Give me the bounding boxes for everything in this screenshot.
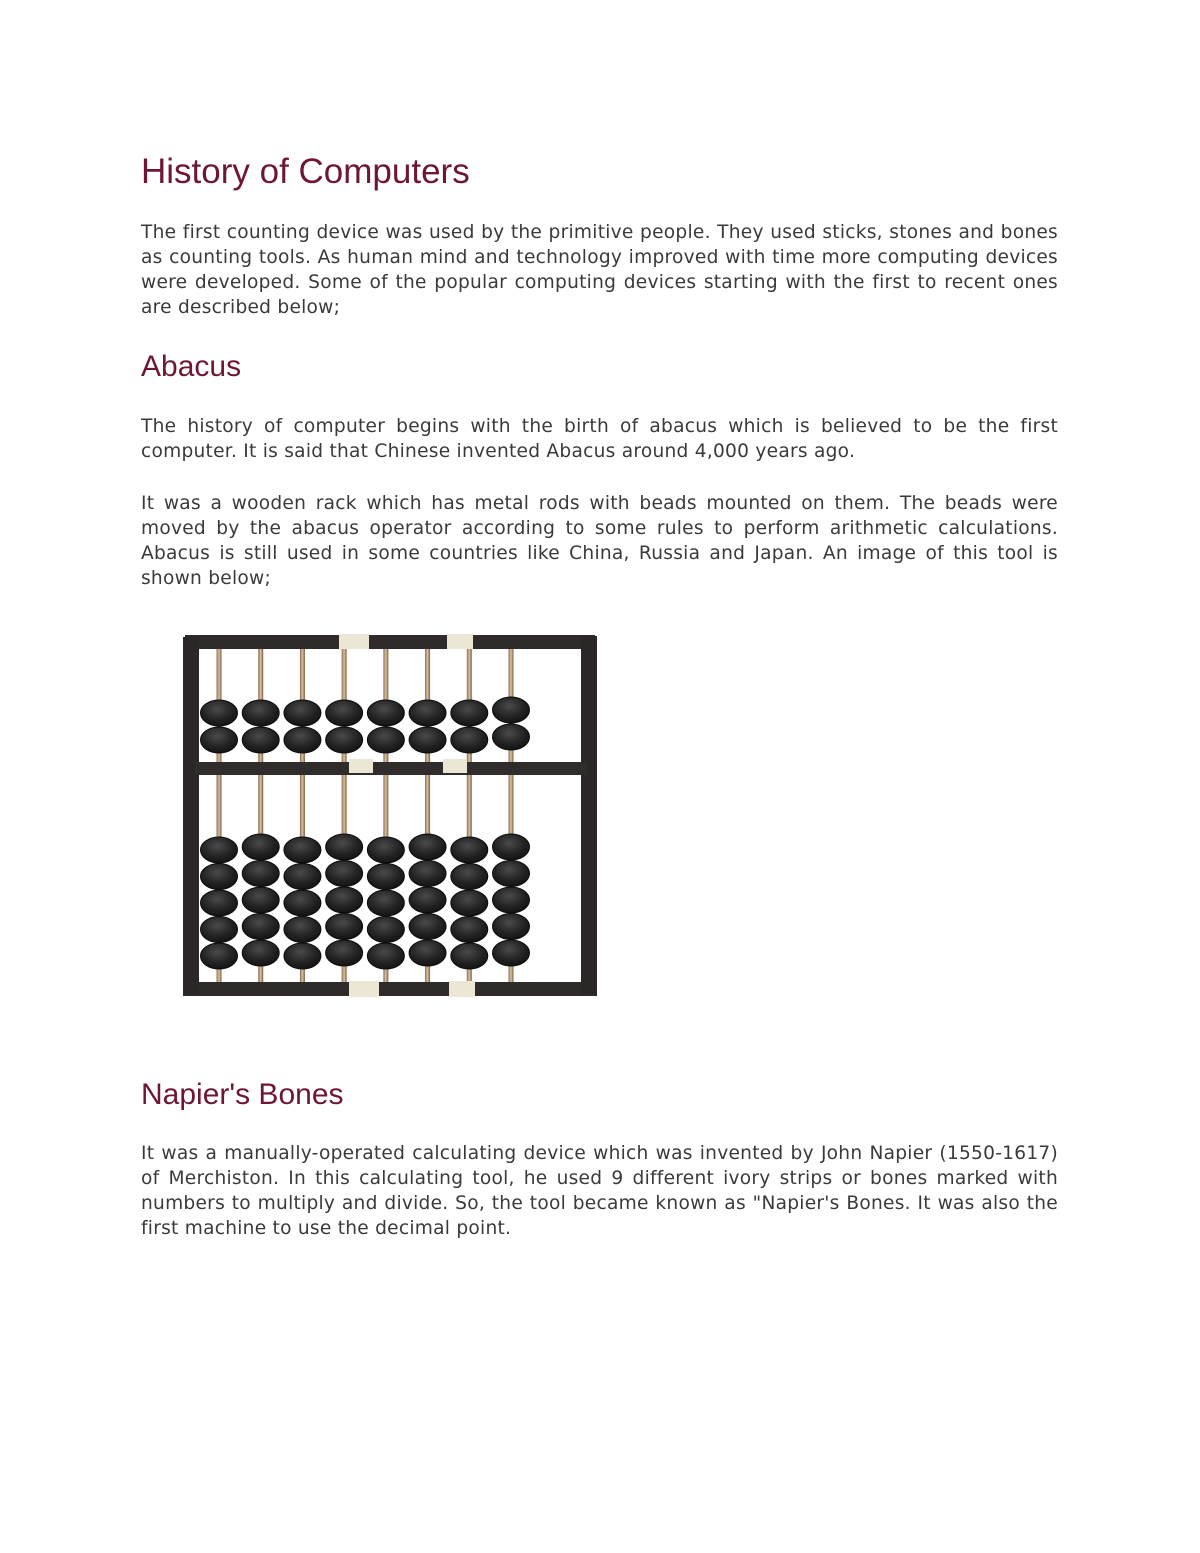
- frame-left: [183, 637, 199, 995]
- abacus-bead: [326, 834, 363, 860]
- ivory-inlay: [339, 634, 369, 649]
- section-heading-napiers-bones: Napier's Bones: [141, 1078, 344, 1111]
- abacus-bead: [201, 943, 238, 969]
- abacus-bead: [284, 917, 321, 943]
- abacus-bead: [493, 940, 530, 966]
- section-heading-abacus: Abacus: [141, 350, 242, 383]
- abacus-illustration: [177, 628, 601, 1002]
- abacus-bead: [242, 861, 279, 887]
- abacus-bead: [367, 837, 404, 863]
- ivory-inlay: [449, 981, 475, 997]
- abacus-bead: [409, 861, 446, 887]
- page-title: History of Computers: [141, 152, 470, 191]
- abacus-bead: [493, 887, 530, 913]
- abacus-bead: [367, 727, 404, 753]
- napiers-bones-paragraph: It was a manually-operated calculating device which was invented by John Napier (1550-1617) of Merchiston. In this calculating tool, he used 9 different ivory strips or bones marked with numbers to multiply and divide. So, the tool became known as "Napier's Bones. It was also the first machine to use the decimal point.: [141, 1143, 1058, 1239]
- abacus-bead: [493, 724, 530, 750]
- abacus-paragraph-2: It was a wooden rack which has metal rods with beads mounted on them. The beads were moved by the abacus operator according to some rules to perform arithmetic calculations. Abacus is still used in some countries like China, Russia and Japan. An image of this tool is shown below;: [141, 493, 1058, 589]
- ivory-inlay: [443, 759, 467, 773]
- abacus-bead: [326, 940, 363, 966]
- abacus-bead: [284, 864, 321, 890]
- abacus-bead: [242, 700, 279, 726]
- frame-bottom: [183, 982, 597, 996]
- abacus-paragraph-1: The history of computer begins with the birth of abacus which is believed to be the first computer. It is said that Chinese invented Abacus around 4,000 years ago.: [141, 416, 1058, 462]
- abacus-bead: [242, 914, 279, 940]
- abacus-bead: [201, 837, 238, 863]
- abacus-bead: [201, 864, 238, 890]
- intro-paragraph: The first counting device was used by the primitive people. They used sticks, stones and bones as counting tools. As human mind and technology improved with time more computing devices were developed. Some of the popular computing devices starting with the first to recent ones are described below;: [141, 222, 1058, 318]
- abacus-beads: [201, 697, 530, 969]
- abacus-bead: [493, 914, 530, 940]
- abacus-bead: [409, 727, 446, 753]
- abacus-bead: [451, 727, 488, 753]
- abacus-bead: [451, 700, 488, 726]
- abacus-bead: [409, 914, 446, 940]
- abacus-bead: [201, 917, 238, 943]
- abacus-bead: [201, 700, 238, 726]
- abacus-bead: [242, 834, 279, 860]
- abacus-bead: [284, 890, 321, 916]
- abacus-bead: [493, 697, 530, 723]
- abacus-bead: [367, 700, 404, 726]
- abacus-bead: [284, 943, 321, 969]
- abacus-bead: [326, 861, 363, 887]
- abacus-bead: [451, 943, 488, 969]
- abacus-bead: [201, 727, 238, 753]
- abacus-bead: [201, 890, 238, 916]
- abacus-bead: [451, 864, 488, 890]
- abacus-bead: [326, 914, 363, 940]
- abacus-bead: [326, 727, 363, 753]
- ivory-inlay: [349, 981, 379, 997]
- abacus-image: [177, 628, 601, 1002]
- frame-top: [185, 635, 595, 649]
- ivory-inlay: [447, 634, 473, 649]
- abacus-bead: [409, 887, 446, 913]
- frame-divider: [195, 762, 587, 775]
- ivory-inlay: [349, 759, 373, 773]
- abacus-bead: [326, 887, 363, 913]
- abacus-bead: [451, 890, 488, 916]
- abacus-bead: [451, 917, 488, 943]
- abacus-bead: [284, 837, 321, 863]
- abacus-bead: [493, 834, 530, 860]
- abacus-bead: [326, 700, 363, 726]
- abacus-bead: [284, 700, 321, 726]
- frame-right: [581, 636, 597, 994]
- abacus-bead: [451, 837, 488, 863]
- abacus-bead: [409, 940, 446, 966]
- abacus-bead: [367, 864, 404, 890]
- abacus-bead: [493, 861, 530, 887]
- abacus-bead: [242, 727, 279, 753]
- abacus-bead: [367, 943, 404, 969]
- abacus-bead: [367, 890, 404, 916]
- abacus-bead: [409, 700, 446, 726]
- abacus-bead: [242, 940, 279, 966]
- abacus-bead: [409, 834, 446, 860]
- abacus-bead: [284, 727, 321, 753]
- abacus-bead: [367, 917, 404, 943]
- abacus-bead: [242, 887, 279, 913]
